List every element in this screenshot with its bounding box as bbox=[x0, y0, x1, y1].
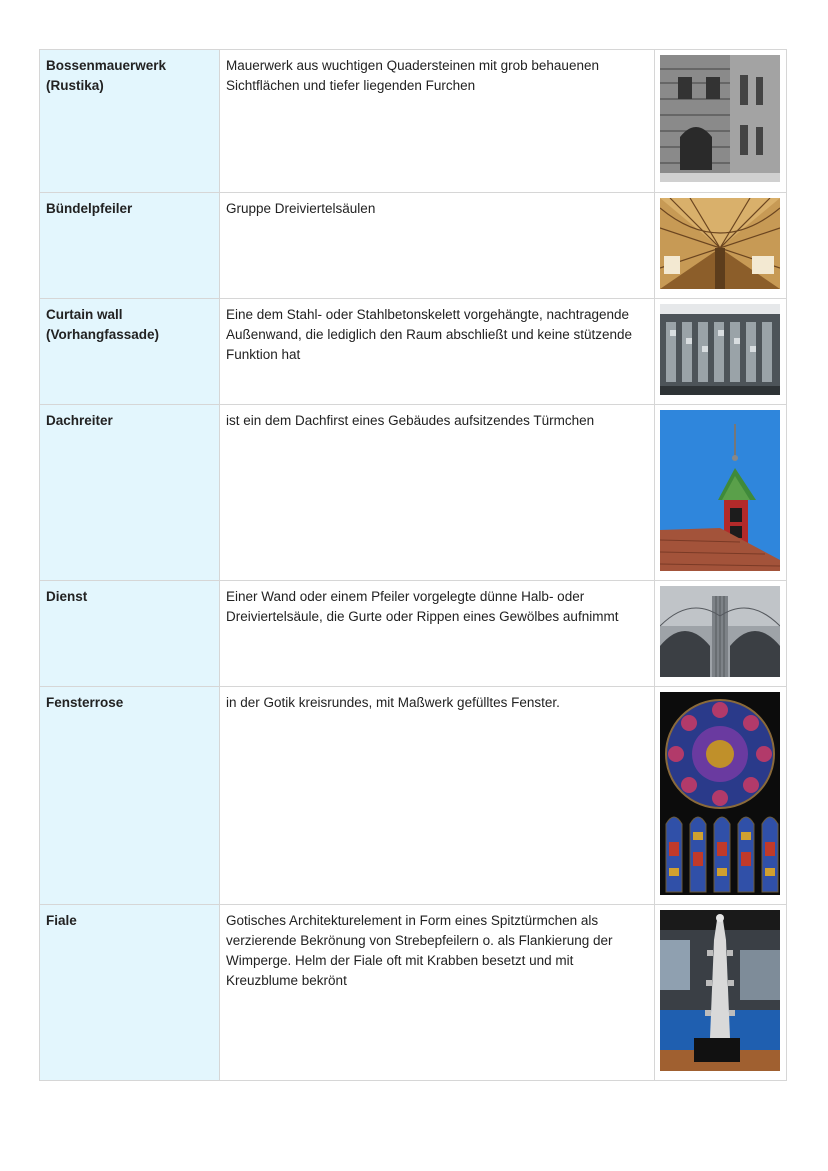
definition-cell bbox=[220, 687, 655, 905]
image-cell bbox=[655, 50, 787, 193]
definition-cell bbox=[220, 405, 655, 581]
glass-facade-photo bbox=[660, 304, 780, 395]
definition-cell bbox=[220, 193, 655, 299]
definition-text: in der Gotik kreisrundes, mit Maßwerk gefülltes Fenster. bbox=[226, 695, 560, 710]
pinnacle-model-photo bbox=[660, 910, 780, 1071]
definition-text: Gotisches Architekturelement in Form eines Spitztürmchen als verzierende Bekrönung von Strebepfeilern o. als Flankierung der Wimperge. Helm der Fiale oft mit Krabben besetzt und mit Kreuzblume bekrönt bbox=[226, 913, 613, 988]
definition-text: Gruppe Dreiviertelsäulen bbox=[226, 201, 376, 216]
table-row bbox=[40, 193, 787, 299]
image-cell bbox=[655, 299, 787, 405]
definition-text: Einer Wand oder einem Pfeiler vorgelegte dünne Halb- oder Dreiviertelsäule, die Gurte oder Rippen eines Gewölbes aufnimmt bbox=[226, 589, 619, 624]
image-cell bbox=[655, 687, 787, 905]
term-cell bbox=[40, 905, 220, 1081]
table-row bbox=[40, 687, 787, 905]
term-cell bbox=[40, 299, 220, 405]
term-label: Dachreiter bbox=[46, 413, 113, 428]
definition-cell bbox=[220, 905, 655, 1081]
table-row bbox=[40, 50, 787, 193]
table-row bbox=[40, 581, 787, 687]
term-label: Bossenmauerwerk (Rustika) bbox=[46, 58, 167, 93]
definition-text: ist ein dem Dachfirst eines Gebäudes aufsitzendes Türmchen bbox=[226, 413, 595, 428]
term-cell bbox=[40, 50, 220, 193]
table-row bbox=[40, 299, 787, 405]
roof-turret-photo bbox=[660, 410, 780, 571]
gothic-shafts-photo bbox=[660, 586, 780, 677]
rusticated-facade-photo bbox=[660, 55, 780, 182]
term-label: Dienst bbox=[46, 589, 88, 604]
term-label: Bündelpfeiler bbox=[46, 201, 133, 216]
vaulted-ceiling-photo bbox=[660, 198, 780, 289]
image-cell bbox=[655, 581, 787, 687]
term-cell bbox=[40, 405, 220, 581]
term-label: Curtain wall (Vorhangfassade) bbox=[46, 307, 160, 342]
image-cell bbox=[655, 193, 787, 299]
rose-window-photo bbox=[660, 692, 780, 895]
image-cell bbox=[655, 905, 787, 1081]
term-cell bbox=[40, 687, 220, 905]
definition-cell bbox=[220, 581, 655, 687]
term-label: Fensterrose bbox=[46, 695, 124, 710]
table-row bbox=[40, 905, 787, 1081]
glossary-table bbox=[39, 49, 787, 1081]
term-cell bbox=[40, 193, 220, 299]
term-label: Fiale bbox=[46, 913, 77, 928]
table-row bbox=[40, 405, 787, 581]
image-cell bbox=[655, 405, 787, 581]
definition-cell bbox=[220, 50, 655, 193]
definition-text: Mauerwerk aus wuchtigen Quadersteinen mit grob behauenen Sichtflächen und tiefer liegenden Furchen bbox=[226, 58, 599, 93]
definition-text: Eine dem Stahl- oder Stahlbetonskelett vorgehängte, nachtragende Außenwand, die lediglich den Raum abschließt und keine stützende Funktion hat bbox=[226, 307, 633, 362]
term-cell bbox=[40, 581, 220, 687]
definition-cell bbox=[220, 299, 655, 405]
